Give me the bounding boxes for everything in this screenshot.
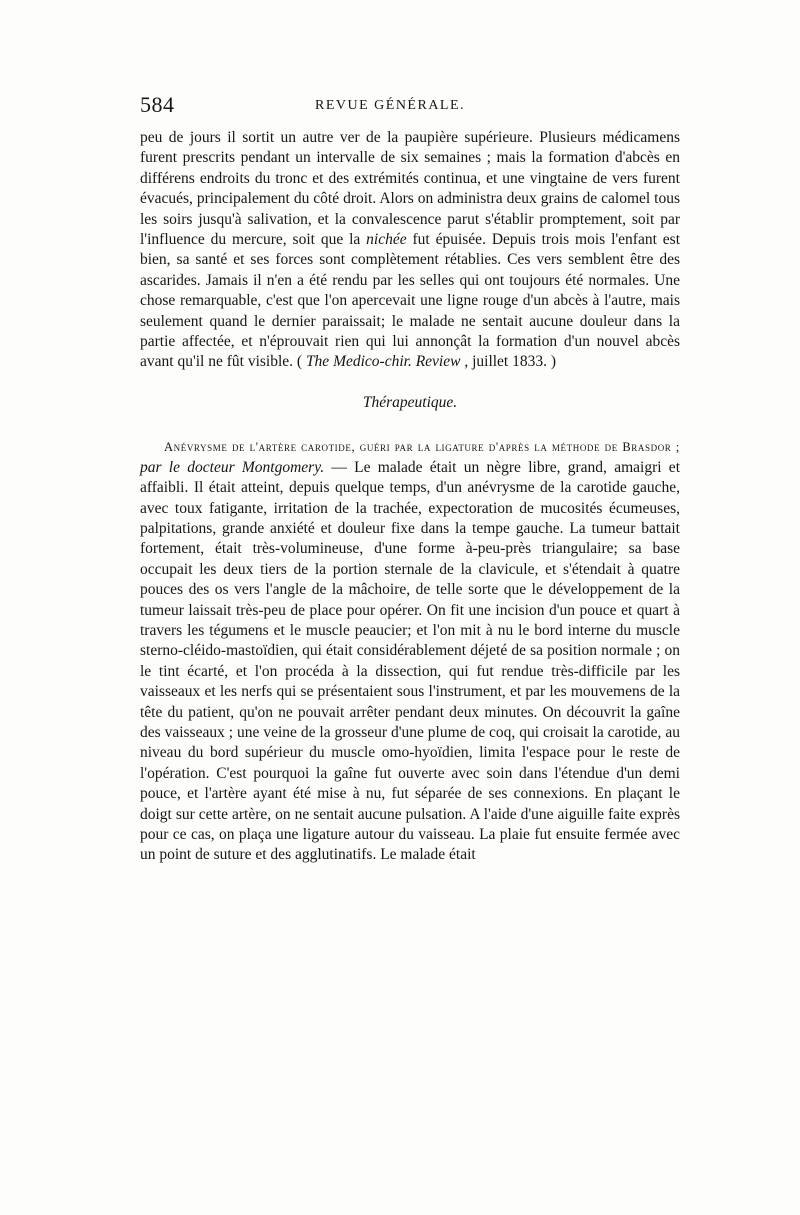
section-title: Thérapeutique.	[362, 393, 458, 411]
paragraph-text: peu de jours il sortit un autre ver de la paupière supérieure. Plusieurs médicamens furent prescrits pendant un intervalle de six semaines ; mais la formation d'abcès en différens endroits du tronc et des extrémités continua, et une vingtaine de vers furent évacués, principalement du côté droit. Alors on administra deux grains de calomel tous les soirs jusqu'à salivation, et la convalescence parut s'établir promptement, soit par l'influence du mercure, soit que la	[140, 129, 680, 249]
article-continuation-paragraph	[140, 128, 680, 373]
article-heading: Anévrysme de l'artère carotide, guéri par la ligature d'après la méthode de Brasdor ;	[164, 440, 680, 455]
article-byline: par le docteur Montgomery.	[140, 458, 325, 476]
citation-date: , juillet 1833. )	[460, 353, 557, 371]
page-header	[140, 92, 680, 122]
text-column	[140, 128, 680, 866]
emphasized-word: nichée	[366, 231, 407, 249]
article-paragraph	[140, 437, 680, 866]
paragraph-text: fut épuisée. Depuis trois mois l'enfant est bien, sa santé et ses forces sont complètement rétablies. Ces vers semblent être des ascarides. Jamais il n'en a été rendu par les selles qui ont toujours été normales. Une chose remarquable, c'est que l'on apercevait une ligne rouge d'un abcès à l'autre, mais seulement quand le dernier paraissait; le malade ne sentait aucune douleur dans la partie affectée, et n'éprouvait rien qui lui annonçât la formation d'un nouvel abcès avant qu'il ne fût visible. (	[140, 231, 680, 371]
paragraph-text: — Le malade était un nègre libre, grand, amaigri et affaibli. Il était atteint, depuis quelque temps, d'un anévrysme de la carotide gauche, avec toux fatigante, irritation de la trachée, expectoration de mucosités écumeuses, palpitations, grande anxiété et douleur fixe dans la tempe gauche. La tumeur battait fortement, était très-volumineuse, d'une forme à-peu-près triangulaire; sa base occupait les deux tiers de la portion sternale de la clavicule, et s'étendait à quatre pouces des os vers l'angle de la mâchoire, de telle sorte que le développement de la tumeur laissait très-peu de place pour opérer. On fit une incision d'un pouce et quart à travers les tégumens et le muscle peaucier; et l'on mit à nu le bord interne du muscle sterno-cléido-mastoïdien, qui était considérablement déjeté de sa position normale ; on le tint écarté, et l'on procéda à la dissection, qui fut rendue très-difficile par les vaisseaux et les nerfs qui se présentaient sous l'instrument, et par les mouvemens de la tête du patient, qu'on ne pouvait arrêter pendant deux minutes. On découvrit la gaîne des vaisseaux ; une veine de la grosseur d'une plume de coq, qui croisait la carotide, au niveau du bord supérieur du muscle omo-hyoïdien, limita l'espace pour le reste de l'opération. C'est pourquoi la gaîne fut ouverte avec soin dans l'étendue d'un demi pouce, et l'artère ayant été mise à nu, fut séparée de ses connexions. En plaçant le doigt sur cette artère, on ne sentait aucune pulsation. A l'aide d'une aiguille faite exprès pour ce cas, on plaça une ligature autour du vaisseau. La plaie fut ensuite fermée avec un point de suture et des agglutinatifs. Le malade était	[140, 458, 680, 864]
source-citation: The Medico-chir. Review	[305, 353, 461, 371]
running-head: REVUE GÉNÉRALE.	[315, 98, 466, 113]
page-number: 584	[140, 92, 175, 117]
